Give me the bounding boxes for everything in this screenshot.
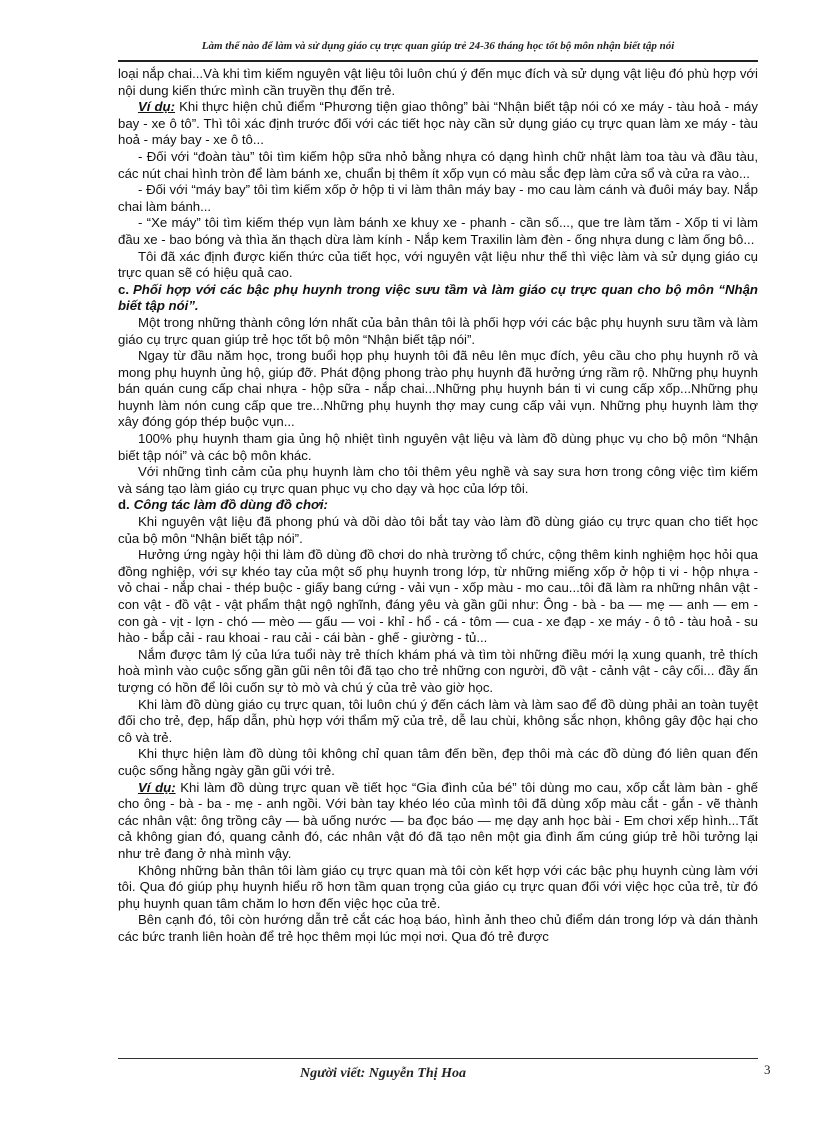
paragraph: Nắm được tâm lý của lứa tuổi này trẻ thích khám phá và tìm tòi những điều mới lạ xung quanh, trẻ thích hoà mình vào cuộc sống gần gũi nên tôi đã tạo cho trẻ những con người, đồ vật - cảnh vật - cây cối... đầy ấn tượng có hồn để lôi cuốn sự tò mò và chú ý của trẻ vào giờ học.	[118, 646, 758, 695]
author-footer: Người viết: Nguyễn Thị Hoa	[300, 1066, 466, 1081]
paragraph: Khi thực hiện làm đồ dùng tôi không chỉ quan tâm đến bền, đẹp thôi mà các đồ dùng đó liên quan đến cuộc sống hằng ngày gần gũi với trẻ.	[118, 746, 758, 778]
paragraph: loại nắp chai...Và khi tìm kiếm nguyên vật liệu tôi luôn chú ý đến mục đích và sử dụng vật liệu đó phù hợp với nội dung kiến thức mình cần truyền thụ đến trẻ.	[118, 66, 758, 98]
paragraph: Một trong những thành công lớn nhất của bản thân tôi là phối hợp với các bậc phụ huynh sưu tầm và làm giáo cụ trực quan giúp trẻ học tốt bộ môn “Nhận biết tập nói”.	[118, 314, 758, 347]
paragraph: Ngay từ đầu năm học, trong buổi họp phụ huynh tôi đã nêu lên mục đích, yêu cầu cho phụ huynh rõ và mong phụ huynh ủng hộ, giúp đỡ. Phát động phong trào phụ huynh đã hưởng ứng rầm rộ. Những phụ huynh bán quán cung cấp chai nhựa - hộp sữa - nắp chai...Những phụ huynh bán ti vi cung cấp xốp...Những phụ huynh làm nón cung cấp que tre...Những phụ huynh thợ may cung cấp vải vụn. Những phụ huynh làm thợ xây đóng góp thép buộc vụn...	[118, 348, 758, 430]
paragraph: Không những bản thân tôi làm giáo cụ trực quan mà tôi còn kết hợp với các bậc phụ huynh cùng làm với tôi. Qua đó giúp phụ huynh hiểu rõ hơn tầm quan trọng của giáo cụ trực quan đối với việc học của trẻ, từ đó phụ huynh quan tâm chăm lo hơn đến việc học của trẻ.	[118, 862, 758, 911]
paragraph: - Đối với “máy bay” tôi tìm kiếm xốp ở hộp ti vi làm thân máy bay - mo cau làm cánh và đuôi máy bay. Nắp chai làm bánh...	[118, 182, 758, 214]
example-label: Ví dụ:	[138, 99, 176, 115]
footer-divider	[118, 1058, 758, 1059]
section-c-heading	[118, 282, 758, 315]
paragraph: Khi làm đồ dùng giáo cụ trực quan, tôi luôn chú ý đến cách làm và làm sao để đồ dùng phải an toàn tuyệt đối cho trẻ, đẹp, hấp dẫn, phù hợp với thẩm mỹ của trẻ, dễ lau chùi, không sắc nhọn, không gây độc hại cho cô và trẻ.	[118, 696, 758, 745]
section-marker: d.	[118, 497, 130, 513]
section-d-heading	[118, 497, 758, 514]
example-paragraph	[118, 780, 758, 863]
example-paragraph	[118, 99, 758, 149]
paragraph: Tôi đã xác định được kiến thức của tiết học, với nguyên vật liệu như thế thì việc làm và sử dụng giáo cụ trực quan sẽ có hiệu quả cao.	[118, 248, 758, 281]
paragraph: Hưởng ứng ngày hội thi làm đồ dùng đồ chơi do nhà trường tổ chức, cộng thêm kinh nghiệm học hỏi qua đồng nghiệp, với sự khéo tay của một số phụ huynh trong lớp, từ những miếng xốp ở hộp ti vi - hộp nhựa - vỏ chai - nắp chai - thép buộc - giấy bang cứng - vải vụn - xốp màu - mo cau...tôi đã làm ra những nhân vật - con vật - đồ vật - vật phẩm thật ngộ nghĩnh, đáng yêu và gần gũi như: Ông - bà - ba — mẹ — anh — em - con gà - vịt - lợn - chó — mèo — gấu — voi - khỉ - hổ - cá - tôm — cua - xe đạp - xe máy - ô tô - tàu hoả - su hào - bắp cải - rau khoai - rau cải - cái bàn - ghế - giường - tủ...	[118, 547, 758, 646]
paragraph: Với những tình cảm của phụ huynh làm cho tôi thêm yêu nghề và say sưa hơn trong công việc tìm kiếm và sáng tạo làm giáo cụ trực quan phục vụ cho dạy và học của lớp tôi.	[118, 464, 758, 496]
paragraph: Khi nguyên vật liệu đã phong phú và dồi dào tôi bắt tay vào làm đồ dùng giáo cụ trực quan cho tiết học của bộ môn “Nhận biết tập nói”.	[118, 514, 758, 546]
paragraph: Bên cạnh đó, tôi còn hướng dẫn trẻ cắt các hoạ báo, hình ảnh theo chủ điểm dán trong lớp và dán thành các bức tranh liên hoàn để trẻ học thêm mọi lúc mọi nơi. Qua đó trẻ được	[118, 912, 758, 944]
paragraph-text: Khi thực hiện chủ điểm “Phương tiện giao thông” bài “Nhận biết tập nói có xe máy - tàu hoả - máy bay - xe ô tô”. Thì tôi xác định trước đối với các tiết học này cần sử dụng giáo cụ trực quan làm xe máy - tàu hoả - máy bay - xe ô tô...	[118, 99, 758, 148]
document-body	[118, 66, 758, 945]
running-header: Làm thế nào để làm và sử dụng giáo cụ trực quan giúp trẻ 24-36 tháng học tốt bộ môn nhận biết tập nói	[201, 40, 675, 52]
paragraph: - Đối với “đoàn tàu” tôi tìm kiếm hộp sữa nhỏ bằng nhựa có dạng hình chữ nhật làm toa tàu và đầu tàu, các nút chai hình tròn để làm bánh xe, chuẩn bị thêm ít xốp vụn có màu sắc đẹp làm cửa sổ và cửa ra vào...	[118, 148, 758, 181]
paragraph: 100% phụ huynh tham gia ủng hộ nhiệt tình nguyên vật liệu và làm đồ dùng phục vụ cho bộ môn “Nhận biết tập nói” và các bộ môn khác.	[118, 431, 758, 463]
section-title: Phối hợp với các bậc phụ huynh trong việc sưu tầm và làm giáo cụ trực quan cho bộ môn “Nhận biết tập nói”.	[118, 281, 758, 314]
paragraph: - “Xe máy” tôi tìm kiếm thép vụn làm bánh xe khuy xe - phanh - cần số..., que tre làm tăm - Xốp ti vi làm đầu xe - bao bóng và thìa ăn thạch dừa làm kính - Nắp kem Traxilin làm đèn - ống nhựa dung c làm ống bô...	[118, 215, 758, 247]
header-divider	[118, 60, 758, 62]
example-label: Ví dụ:	[138, 779, 176, 795]
paragraph-text: Khi làm đồ dùng trực quan về tiết học “Gia đình của bé” tôi dùng mo cau, xốp cắt làm bàn - ghế cho ông - bà - ba - mẹ - anh ngồi. Với bàn tay khéo léo của mình tôi đã dùng xốp màu cắt - gắn - vẽ thành các nhân vật: ông trồng cây — bà uống nước — ba đọc báo — mẹ dạy anh học bài - Em chơi xếp hình...Tất cả không gian đó, quang cảnh đó, các nhân vật đó đã tạo nên một gia đình ấm cúng giúp trẻ hồi tưởng lại như trẻ đang ở nhà mình vậy.	[118, 779, 758, 861]
section-title: Công tác làm đồ dùng đồ chơi:	[133, 497, 328, 513]
section-marker: c.	[118, 281, 129, 297]
page-number: 3	[764, 1062, 771, 1077]
